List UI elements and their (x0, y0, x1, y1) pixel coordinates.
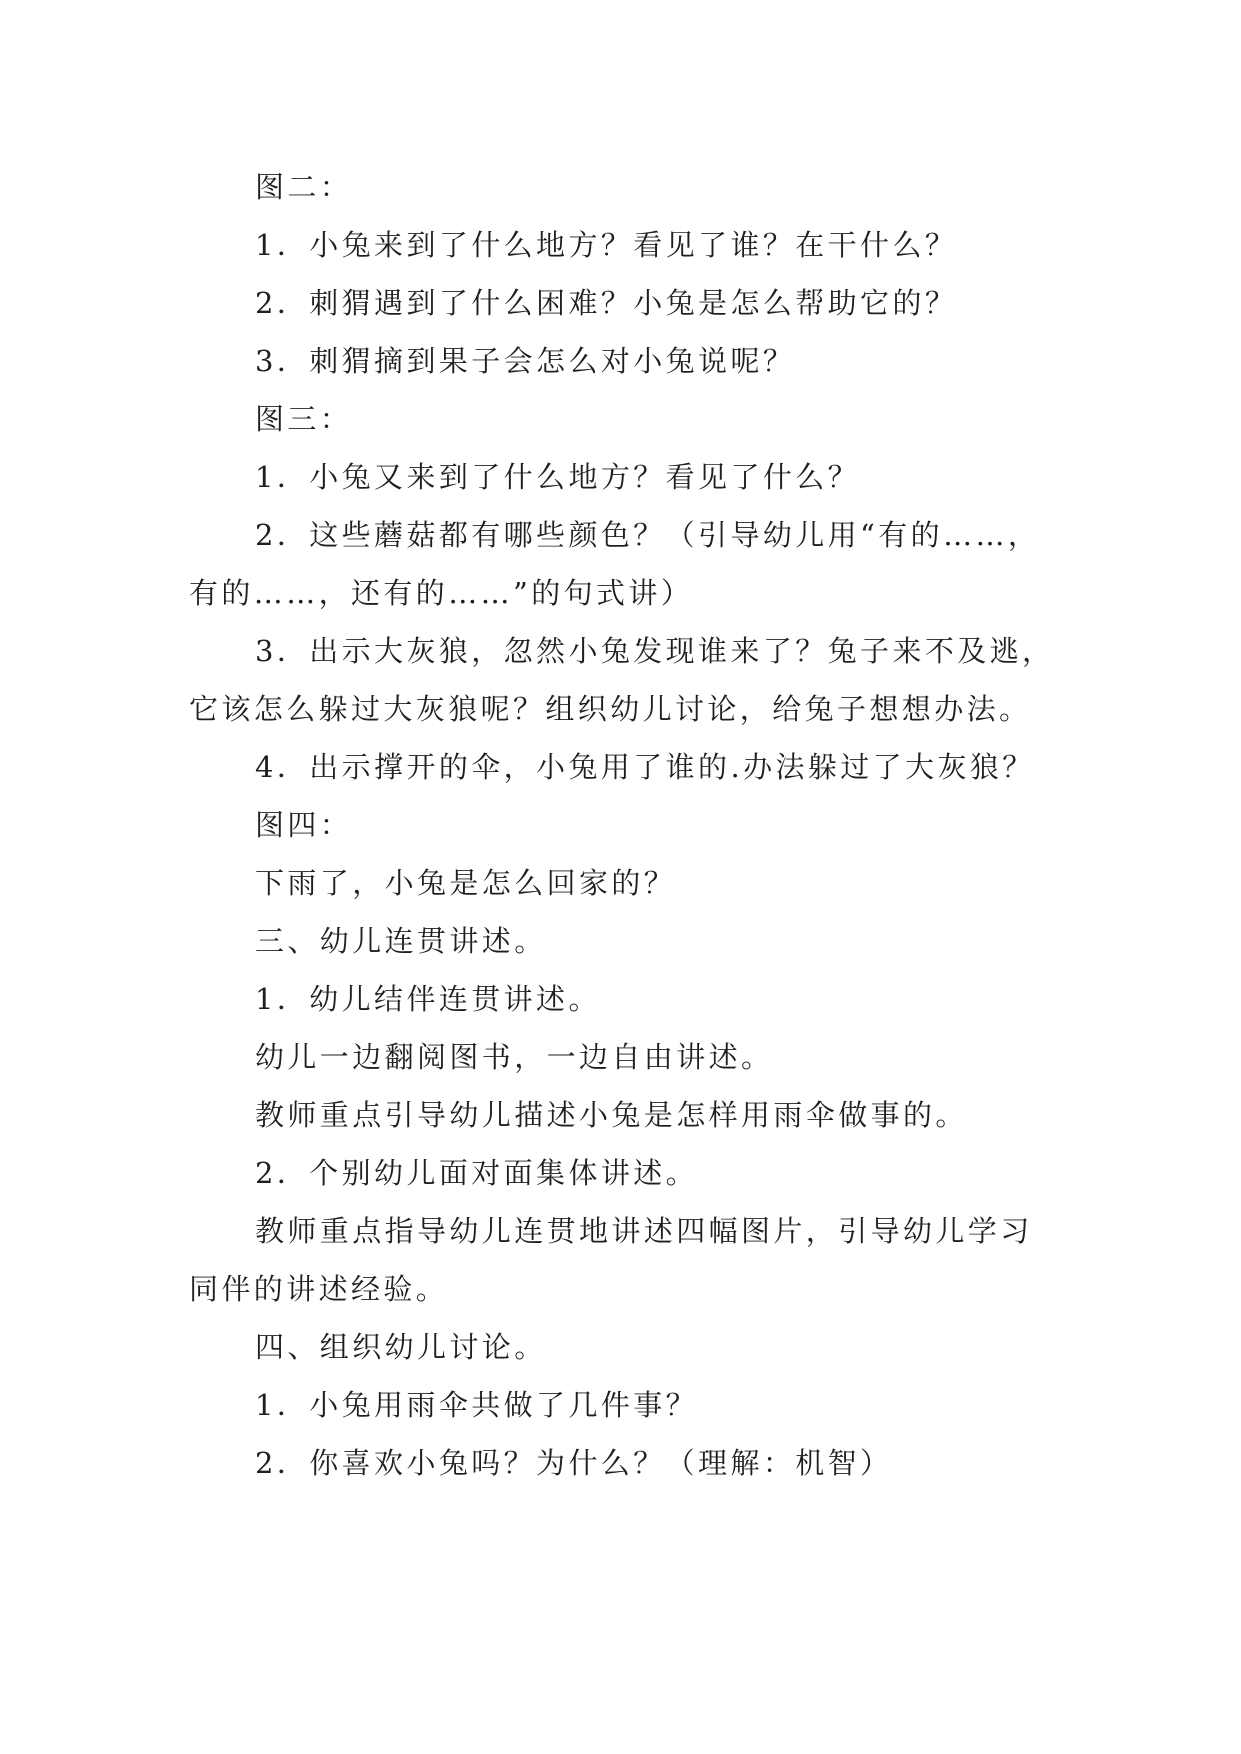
question-line: 下雨了，小兔是怎么回家的？ (255, 866, 677, 900)
body-paragraph: 教师重点引导幼儿描述小兔是怎样用雨伞做事的。 (255, 1098, 968, 1132)
question-line: 2．这些蘑菇都有哪些颜色？（引导幼儿用“有的……， (255, 518, 1041, 552)
question-line: 2．刺猬遇到了什么困难？小兔是怎么帮助它的？ (255, 286, 958, 320)
step-line: 1．幼儿结伴连贯讲述。 (255, 982, 601, 1016)
question-line: 1．小兔来到了什么地方？看见了谁？在干什么？ (255, 228, 958, 262)
body-paragraph: 教师重点指导幼儿连贯地讲述四幅图片，引导幼儿学习 (255, 1214, 1033, 1248)
body-paragraph: 幼儿一边翻阅图书，一边自由讲述。 (255, 1040, 774, 1074)
section-heading-figure-4: 图四： (255, 808, 353, 842)
section-heading-3: 三、幼儿连贯讲述。 (255, 924, 547, 958)
section-heading-figure-2: 图二： (255, 170, 353, 204)
question-line: 3．刺猬摘到果子会怎么对小兔说呢？ (255, 344, 796, 378)
question-line-continued: 有的……，还有的……”的句式讲） (189, 576, 694, 610)
section-heading-figure-3: 图三： (255, 402, 353, 436)
question-line: 1．小兔又来到了什么地方？看见了什么？ (255, 460, 861, 494)
question-line-continued: 它该怎么躲过大灰狼呢？组织幼儿讨论，给兔子想想办法。 (189, 692, 1032, 726)
question-line: 4．出示撑开的伞，小兔用了谁的.办法躲过了大灰狼？ (255, 750, 1035, 784)
step-line: 2．个别幼儿面对面集体讲述。 (255, 1156, 699, 1190)
question-line: 2．你喜欢小兔吗？为什么？（理解：机智） (255, 1446, 893, 1480)
document-body (189, 158, 1069, 1492)
body-paragraph-continued: 同伴的讲述经验。 (189, 1272, 449, 1306)
question-line: 1．小兔用雨伞共做了几件事？ (255, 1388, 699, 1422)
question-line: 3．出示大灰狼，忽然小兔发现谁来了？兔子来不及逃， (255, 634, 1055, 668)
section-heading-4: 四、组织幼儿讨论。 (255, 1330, 547, 1364)
